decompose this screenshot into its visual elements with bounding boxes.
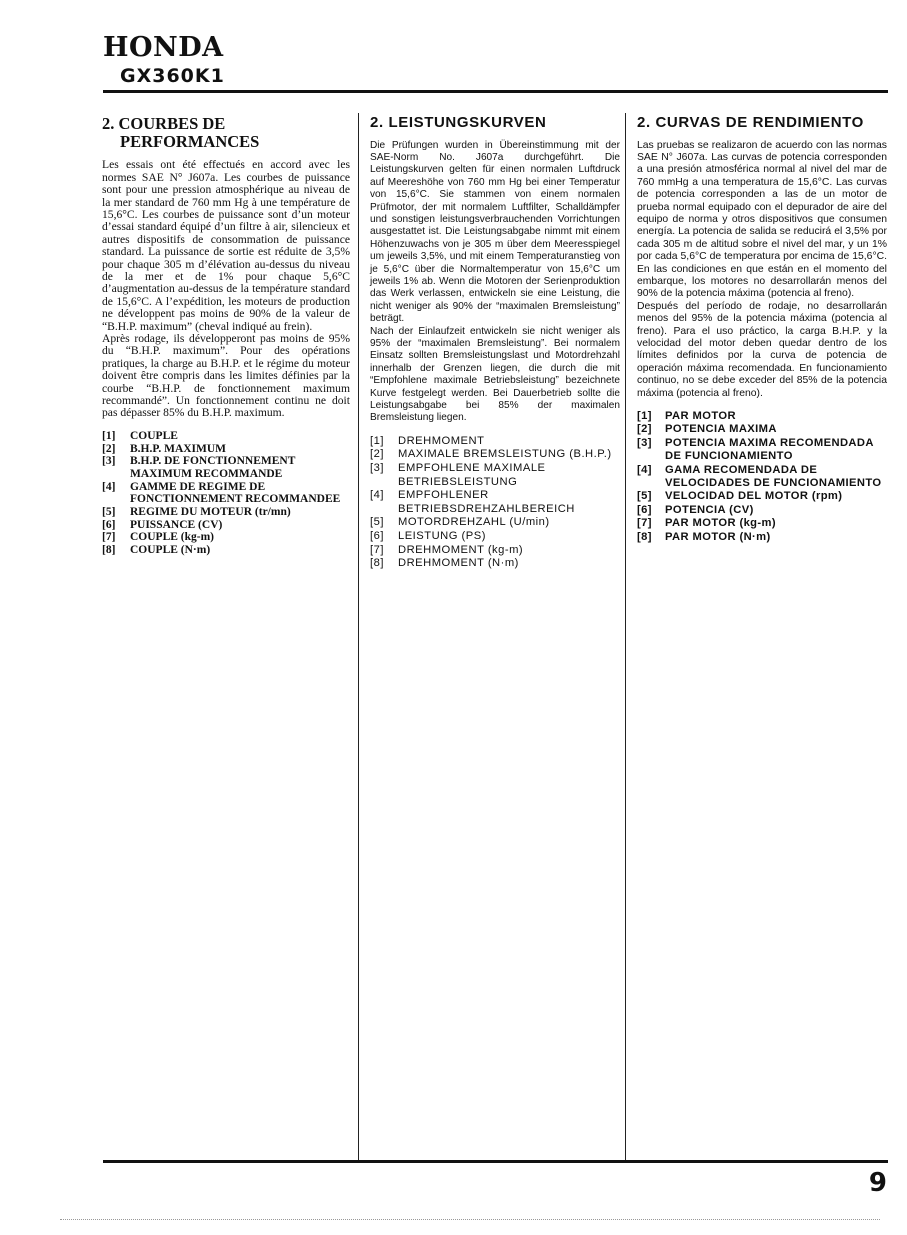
legend-label: REGIME DU MOTEUR (tr/mn): [130, 506, 291, 519]
legend-item: [370, 557, 620, 571]
german-paragraph: Nach der Einlaufzeit entwickeln sie nicht weniger als 95% der “maximalen Bremsleistung”. Bei normalem Einsatz sollten Bremsleistungslast und Motordrehzahl innerhalb der Grenzen liegen, die durch die mit “Empfohlene maximale Betriebsleistung” bezeichnete Kurve festgelegt werden. Bei Dauerbetrieb sollte die Leistungsabgabe bei 85% der maximalen Bremsleistung liegen.: [370, 325, 620, 424]
legend-number: [1]: [370, 434, 384, 447]
spanish-paragraph: Las pruebas se realizaron de acuerdo con las normas SAE N° J607a. Las curvas de potencia corresponden a una presión atmosférica normal al nivel del mar de 760 mmHg a una temperatura de 15,6°C. Las curvas de potencia corresponden a las de un motor de prueba normal equipado con el depurador de aire del equipo de norma y otros dispositivos que consumen energía. La potencia de salida se reducirá el 3,5% por cada 305 m de altitud sobre el nivel del mar, y un 1% por cada 5,6°C de temperatura por encima de 15,6°C. En las condiciones en que están en el momento del embarque, los motores no desarrollarán menos del 90% de la potencia máxima (potencia al freno).: [637, 139, 887, 300]
legend-item: [637, 437, 887, 464]
legend-number: [2]: [102, 442, 116, 455]
model-name: GX360K1: [120, 65, 225, 87]
legend-number: [5]: [370, 516, 384, 529]
legend-item: [102, 455, 350, 480]
legend-label: B.H.P. MAXIMUM: [130, 442, 227, 455]
legend-item: [637, 490, 887, 503]
legend-label: POTENCIA MAXIMA RECOMENDADA DE FUNCIONAMIENTO: [665, 436, 874, 463]
legend-number: [1]: [102, 429, 116, 442]
legend-item: [637, 464, 887, 491]
legend-number: [4]: [102, 480, 116, 493]
legend-label: MOTORDREHZAHL (U/min): [398, 516, 550, 529]
legend-number: [4]: [637, 463, 652, 476]
column-divider: [358, 113, 359, 1161]
page-number: 9: [868, 1168, 887, 1198]
legend-item: [370, 448, 620, 462]
legend-number: [6]: [102, 518, 116, 531]
french-title-line1: 2. COURBES DE: [102, 114, 226, 133]
scan-edge-line: [60, 1219, 880, 1221]
legend-number: [4]: [370, 489, 384, 502]
spanish-column: [637, 108, 887, 544]
legend-item: [637, 504, 887, 517]
legend-label: PAR MOTOR (N·m): [665, 530, 771, 543]
german-title: 2. LEISTUNGSKURVEN: [370, 114, 547, 131]
legend-item: [102, 531, 350, 544]
french-paragraph: Les essais ont été effectués en accord avec les normes SAE N° J607a. Les courbes de puissance sont pour une pression atmosphérique au niveau de la mer standard de 760 mm Hg à une température de 15,6°C. Les courbes de puissance sont d’un moteur d’essai standard équipé d’un filtre à air, silencieux et autres dispositifs de consommation de puissance standard. La puissance de sortie est réduite de 3,5% pour chaque 305 m d’élévation au-dessus du niveau de la mer et de 1% pour chaque 5,6°C d’augmentation au-dessus de la température standard de 15,6°C. A l’expédition, les moteurs de production ne développent pas moins de 90% de la valeur de “B.H.P. maximum” (cheval indiqué au frein).: [102, 158, 350, 333]
legend-number: [6]: [370, 530, 384, 542]
french-title-line2: PERFORMANCES: [120, 132, 260, 152]
legend-item: [370, 530, 620, 544]
legend-label: COUPLE: [130, 429, 178, 442]
legend-item: [102, 430, 350, 443]
legend-label: DREHMOMENT (N·m): [398, 557, 519, 570]
legend-item: [370, 435, 620, 449]
legend-label: POTENCIA (CV): [665, 503, 754, 516]
legend-number: [6]: [637, 503, 652, 516]
header-divider: [103, 90, 888, 93]
legend-number: [7]: [637, 517, 652, 530]
legend-label: LEISTUNG (PS): [398, 530, 486, 542]
french-column: [102, 108, 350, 557]
french-paragraph: Après rodage, ils développeront pas moins de 95% du “B.H.P. maximum”. Pour des opérations pratiques, la charge au B.H.P. et le régime du moteur doivent être compris dans les limites définies par la courbe “B.H.P. de fonctionnement maximum recommandé”. Un fonctionnement continu ne doit pas dépasser 85% du B.H.P. maximum.: [102, 331, 350, 420]
german-column: [370, 108, 620, 571]
legend-number: [2]: [637, 423, 652, 436]
legend-item: [102, 443, 350, 456]
legend-number: [3]: [370, 462, 384, 475]
legend-label: COUPLE (kg-m): [130, 531, 215, 544]
legend-item: [370, 462, 620, 489]
legend-number: [3]: [102, 455, 116, 468]
french-title: [102, 115, 350, 151]
footer-divider: [103, 1160, 888, 1163]
legend-item: [370, 489, 620, 516]
spanish-legend-list: [637, 410, 887, 544]
spanish-paragraph: Después del período de rodaje, no desarrollarán menos del 95% de la potencia máxima (potencia al freno). Para el uso práctico, la carga B.H.P. y la velocidad del motor deben quedar dentro de los límites definidos por la curva de potencia de operación máxima recomendada. En funcionamiento continuo, no se debe exceder del 85% de la potencia máxima (potencia al freno).: [637, 300, 887, 399]
legend-label: POTENCIA MAXIMA: [665, 423, 777, 436]
legend-number: [7]: [370, 543, 384, 556]
legend-item: [102, 506, 350, 519]
legend-number: [8]: [370, 557, 384, 570]
legend-label: DREHMOMENT: [398, 434, 485, 447]
legend-label: GAMME DE REGIME DE FONCTIONNEMENT RECOMMANDEE: [130, 480, 341, 506]
legend-item: [637, 531, 887, 544]
legend-item: [637, 423, 887, 436]
legend-label: PAR MOTOR: [665, 410, 736, 423]
legend-number: [8]: [637, 530, 652, 543]
french-legend-list: [102, 430, 350, 557]
legend-item: [102, 519, 350, 532]
legend-item: [370, 544, 620, 558]
legend-number: [1]: [637, 410, 652, 423]
legend-label: EMPFOHLENE MAXIMALE BETRIEBSLEISTUNG: [398, 462, 546, 488]
legend-item: [102, 481, 350, 506]
legend-item: [370, 516, 620, 530]
legend-label: COUPLE (N·m): [130, 544, 211, 557]
legend-label: VELOCIDAD DEL MOTOR (rpm): [665, 490, 843, 503]
german-paragraph: Die Prüfungen wurden in Übereinstimmung mit der SAE-Norm No. J607a durchgeführt. Die Leistungskurven gelten für einen normalen Luftdruck auf Meereshöhe von 760 mm Hg bei einer Temperatur von 15,6°C. Sie stammen von einem normalen Prüfmotor, der mit normalem Luftfilter, Schalldämpfer und sonstigen leistungsverbrauchenden Vorrichtungen ausgestattet ist. Die Leistungsabgabe nimmt mit einem Höhenzuwachs von je 305 m über dem Meeresspiegel um jeweils 3,5%, und mit einem Temperaturanstieg von je 5,6°C über die Normaltemperatur von 15,6°C um jeweils 1% ab. Wenn die Motoren der Serienproduktion das Werk verlassen, entwickeln sie eine Leistung, die nicht weniger als 90% der “maximalen Bremsleistung” beträgt.: [370, 139, 620, 325]
legend-label: PUISSANCE (CV): [130, 518, 223, 531]
legend-item: [637, 517, 887, 530]
brand-logo: HONDA: [103, 32, 224, 63]
legend-label: DREHMOMENT (kg-m): [398, 543, 524, 556]
legend-item: [102, 544, 350, 557]
legend-item: [637, 410, 887, 423]
spanish-title: 2. CURVAS DE RENDIMIENTO: [637, 114, 864, 131]
column-divider: [625, 113, 626, 1161]
legend-number: [7]: [102, 531, 116, 544]
legend-label: GAMA RECOMENDADA DE VELOCIDADES DE FUNCIONAMIENTO: [665, 463, 882, 490]
legend-label: PAR MOTOR (kg-m): [665, 517, 777, 530]
legend-number: [8]: [102, 544, 116, 557]
legend-label: B.H.P. DE FONCTIONNEMENT MAXIMUM RECOMMANDE: [130, 455, 296, 480]
legend-number: [2]: [370, 448, 384, 461]
legend-label: MAXIMALE BREMSLEISTUNG (B.H.P.): [398, 448, 612, 461]
german-legend-list: [370, 435, 620, 571]
legend-label: EMPFOHLENER BETRIEBSDREHZAHLBEREICH: [398, 489, 575, 515]
legend-number: [5]: [102, 506, 116, 519]
legend-number: [5]: [637, 490, 652, 503]
legend-number: [3]: [637, 436, 652, 449]
